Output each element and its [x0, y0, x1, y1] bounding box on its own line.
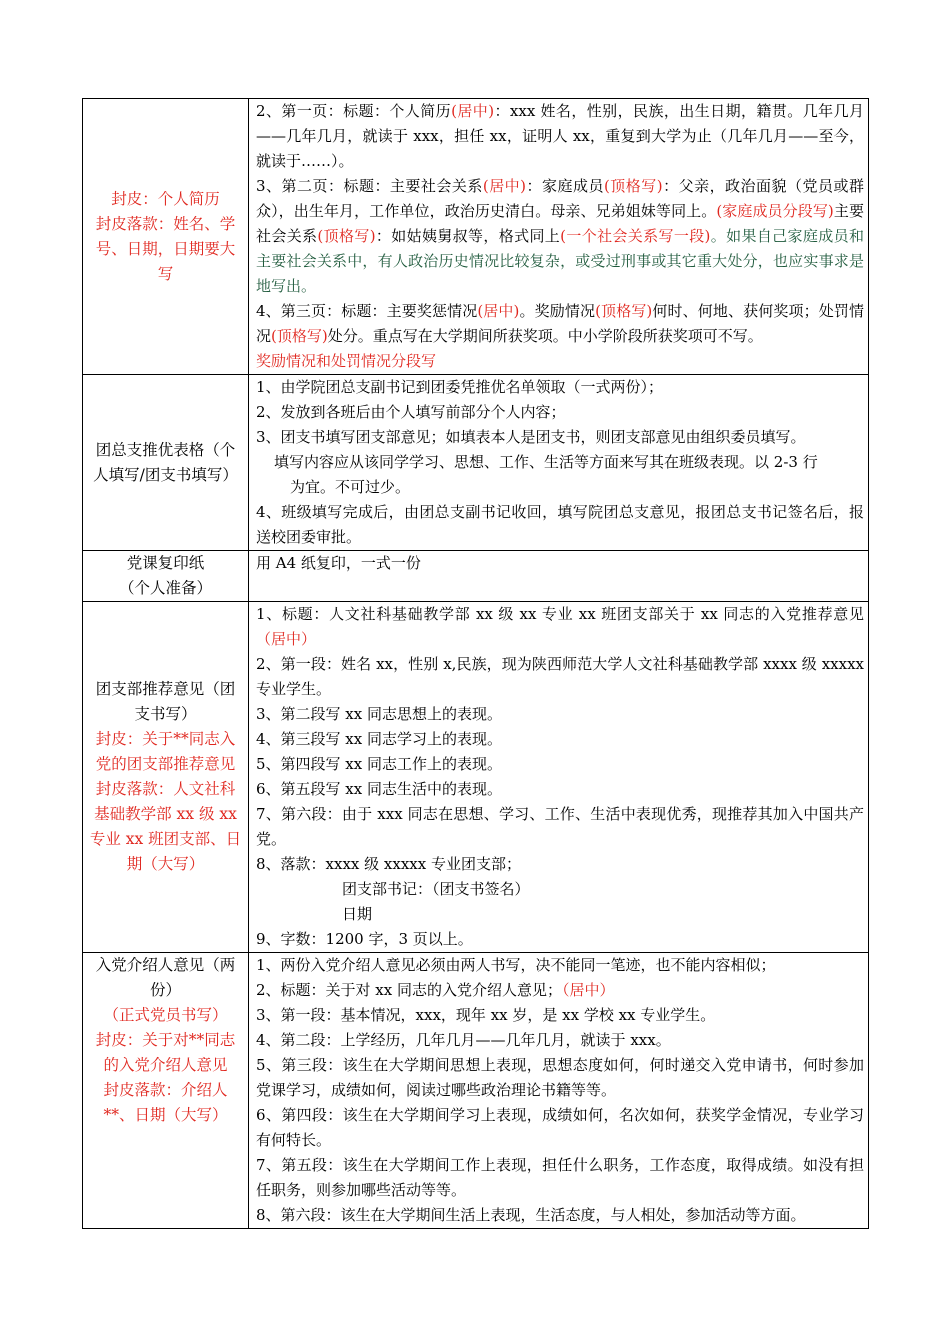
cover-signature-label: 封皮落款：介绍人**、日期（大写） — [103, 1081, 228, 1124]
row-label-cell — [83, 953, 249, 1229]
form-label: 团总支推优表格（个人填写/团支书填写） — [93, 440, 238, 484]
table-row — [83, 99, 869, 375]
list-item: 5、第三段：该生在大学期间思想上表现，思想态度如何，何时递交入党申请书，何时参加党课学习，成绩如何，阅读过哪些政治理论书籍等等。 — [256, 1056, 864, 1099]
row-content-cell — [249, 375, 869, 551]
requirements-table — [82, 98, 869, 1229]
list-item: 填写内容应从该同学学习、思想、工作、生活等方面来写其在班级表现。以 2-3 行 — [274, 453, 818, 471]
list-item: 用 A4 纸复印，一式一份 — [256, 554, 421, 572]
list-item: 4、第三段写 xx 同志学习上的表现。 — [256, 730, 503, 748]
table-row — [83, 551, 869, 602]
row-label-cell — [83, 551, 249, 602]
table-row — [83, 602, 869, 953]
list-item: 3、第二段写 xx 同志思想上的表现。 — [256, 705, 503, 723]
list-item: 4、第二段：上学经历，几年几月——几年几月，就读于 xxx。 — [256, 1031, 671, 1049]
list-item: 6、第四段：该生在大学期间学习上表现，成绩如何，名次如何，获奖学金情况，专业学习有何特长。 — [256, 1106, 864, 1149]
row-label-cell — [83, 375, 249, 551]
introducer-label: 入党介绍人意见（两份） — [95, 956, 236, 999]
list-item: 8、落款：xxxx 级 xxxxx 专业团支部； — [256, 855, 521, 873]
row-content-cell — [249, 953, 869, 1229]
cover-signature-label: 封皮落款：姓名、学号、日期，日期要大写 — [95, 214, 236, 283]
list-item: 4、班级填写完成后，由团总支副书记收回，填写院团总支意见，报团总支书记签名后，报送校团委审批。 — [256, 503, 864, 546]
photocopy-note: （个人准备） — [118, 579, 212, 597]
list-item: 8、第六段：该生在大学期间生活上表现，生活态度，与人相处，参加活动等方面。 — [256, 1206, 806, 1224]
table-row — [83, 953, 869, 1229]
list-item: 5、第四段写 xx 同志工作上的表现。 — [256, 755, 503, 773]
list-item: 为宜。不可过少。 — [290, 478, 411, 496]
list-item: 1、两份入党介绍人意见必须由两人书写，决不能同一笔迹，也不能内容相似； — [256, 956, 776, 974]
list-item: 1、标题：人文社科基础教学部 xx 级 xx 专业 xx 班团支部关于 xx 同志的入党推荐意见（居中） — [256, 605, 864, 648]
row-content-cell — [249, 602, 869, 953]
photocopy-label: 党课复印纸 — [126, 554, 205, 572]
list-item: 3、团支书填写团支部意见；如填表本人是团支书，则团支部意见由组织委员填写。 — [256, 428, 806, 446]
row-label-cell — [83, 602, 249, 953]
signature-line: 团支部书记：（团支书签名） — [342, 880, 530, 898]
table-row — [83, 375, 869, 551]
list-item: 3、第一段：基本情况，xxx，现年 xx 岁，是 xx 学校 xx 专业学生。 — [256, 1006, 716, 1024]
list-item: 2、第一页：标题：个人简历(居中)：xxx 姓名，性别，民族，出生日期，籍贯。几年几月——几年几月，就读于 xxx，担任 xx，证明人 xx，重复到大学为止（几年几月——至今，就读于……）。 — [256, 102, 864, 170]
recommendation-label: 团支部推荐意见（团支书写） — [95, 680, 236, 723]
list-item: 4、第三页：标题：主要奖惩情况(居中)。奖励情况(顶格写)何时、何地、获何奖项；处罚情况(顶格写)处分。重点写在大学期间所获奖项。中小学阶段所获奖项可不写。 奖励情况和处罚情况分段写 — [256, 302, 864, 370]
cover-signature-label: 封皮落款：人文社科基础教学部 xx 级 xx 专业 xx 班团支部、日期（大写） — [89, 780, 242, 873]
list-item: 7、第五段：该生在大学期间工作上表现，担任什么职务，工作态度，取得成绩。如没有担任职务，则参加哪些活动等等。 — [256, 1156, 864, 1199]
list-item: 2、标题：关于对 xx 同志的入党介绍人意见；（居中） — [256, 981, 615, 999]
list-item: 1、由学院团总支副书记到团委凭推优名单领取（一式两份）； — [256, 378, 664, 396]
row-content-cell — [249, 551, 869, 602]
row-label-cell — [83, 99, 249, 375]
list-item: 6、第五段写 xx 同志生活中的表现。 — [256, 780, 503, 798]
list-item: 2、第一段：姓名 xx，性别 x,民族，现为陕西师范大学人文社科基础教学部 xxxx 级 xxxxx 专业学生。 — [256, 655, 864, 698]
cover-label: 封皮：关于**同志入党的团支部推荐意见 — [95, 730, 236, 773]
list-item: 2、发放到各班后由个人填写前部分个人内容； — [256, 403, 566, 421]
introducer-note: （正式党员书写） — [103, 1006, 228, 1024]
date-line: 日期 — [342, 905, 373, 923]
list-item: 7、第六段：由于 xxx 同志在思想、学习、工作、生活中表现优秀，现推荐其加入中国共产党。 — [256, 805, 864, 848]
list-item: 9、字数：1200 字，3 页以上。 — [256, 930, 473, 948]
cover-label: 封皮：关于对**同志的入党介绍人意见 — [95, 1031, 236, 1074]
cover-label: 封皮：个人简历 — [111, 189, 220, 208]
row-content-cell — [249, 99, 869, 375]
list-item: 3、第二页：标题：主要社会关系(居中)：家庭成员(顶格写)：父亲，政治面貌（党员或群众），出生年月，工作单位，政治历史清白。母亲、兄弟姐妹等同上。(家庭成员分段写)主要社会关系(顶格写)：如姑姨舅叔等，格式同上(一个社会关系写一段)。如果自己家庭成员和主要社会关系中，有人政治历史情况比较复杂，或受过刑事或其它重大处分，也应实事求是地写出。 — [256, 177, 864, 295]
